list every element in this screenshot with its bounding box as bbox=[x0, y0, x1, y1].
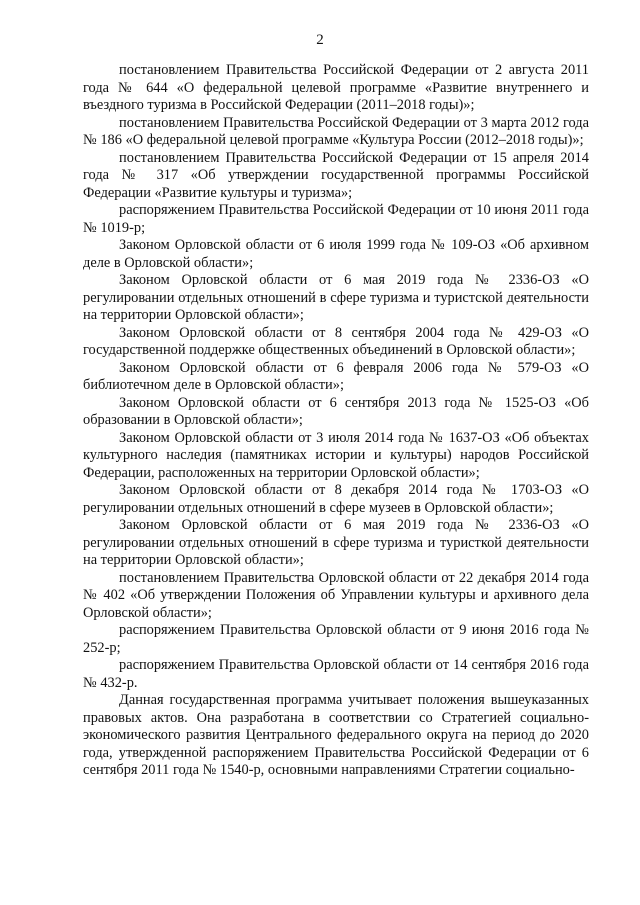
paragraph: Законом Орловской области от 6 сентября 2013 года № 1525-ОЗ «Об образовании в Орловской области»; bbox=[83, 394, 589, 428]
paragraph: постановлением Правительства Орловской области от 22 декабря 2014 года № 402 «Об утверждении Положения об Управлении культуры и архивного дела Орловской области»; bbox=[83, 569, 589, 621]
paragraph: Данная государственная программа учитывает положения вышеуказанных правовых актов. Она разработана в соответствии со Стратегией социально-экономического развития Центрального федерального округа на период до 2020 года, утвержденной распоряжением Правительства Российской Федерации от 6 сентября 2011 года № 1540-р, основными направлениями Стратегии социально- bbox=[83, 692, 589, 778]
paragraph: Законом Орловской области от 6 мая 2019 года № 2336-ОЗ «О регулировании отдельных отношений в сфере туризма и туристкой деятельности на территории Орловской области»; bbox=[83, 517, 589, 568]
paragraph: постановлением Правительства Российской Федерации от 15 апреля 2014 года № 317 «Об утверждении государственной программы Российской Федерации «Развитие культуры и туризма»; bbox=[83, 149, 589, 201]
paragraph: распоряжением Правительства Орловской области от 9 июня 2016 года № 252-р; bbox=[83, 622, 589, 656]
paragraph: Законом Орловской области от 3 июля 2014 года № 1637-ОЗ «Об объектах культурного наследия (памятниках истории и культуры) народов Российской Федерации, расположенных на территории Орловской области»; bbox=[83, 429, 589, 481]
paragraph: Законом Орловской области от 8 сентября 2004 года № 429-ОЗ «О государственной поддержке общественных объединений в Орловской области»; bbox=[83, 324, 589, 358]
document-body bbox=[83, 62, 589, 780]
paragraph: Законом Орловской области от 6 февраля 2006 года № 579-ОЗ «О библиотечном деле в Орловской области»; bbox=[83, 359, 589, 393]
paragraph: распоряжением Правительства Российской Федерации от 10 июня 2011 года № 1019-р; bbox=[83, 202, 589, 236]
page-number: 2 bbox=[316, 32, 324, 48]
paragraph: распоряжением Правительства Орловской области от 14 сентября 2016 года № 432-р. bbox=[83, 657, 589, 691]
paragraph: Законом Орловской области от 8 декабря 2014 года № 1703-ОЗ «О регулировании отдельных отношений в сфере музеев в Орловской области»; bbox=[83, 482, 589, 516]
paragraph: постановлением Правительства Российской Федерации от 3 марта 2012 года № 186 «О федеральной целевой программе «Культура России (2012–2018 годы)»; bbox=[83, 114, 589, 148]
paragraph: Законом Орловской области от 6 мая 2019 года № 2336-ОЗ «О регулировании отдельных отношений в сфере туризма и туристской деятельности на территории Орловской области»; bbox=[83, 272, 589, 323]
paragraph: постановлением Правительства Российской Федерации от 2 августа 2011 года № 644 «О федеральной целевой программе «Развитие внутреннего и въездного туризма в Российской Федерации (2011–2018 годы)»; bbox=[83, 62, 589, 113]
paragraph: Законом Орловской области от 6 июля 1999 года № 109-ОЗ «Об архивном деле в Орловской области»; bbox=[83, 237, 589, 271]
